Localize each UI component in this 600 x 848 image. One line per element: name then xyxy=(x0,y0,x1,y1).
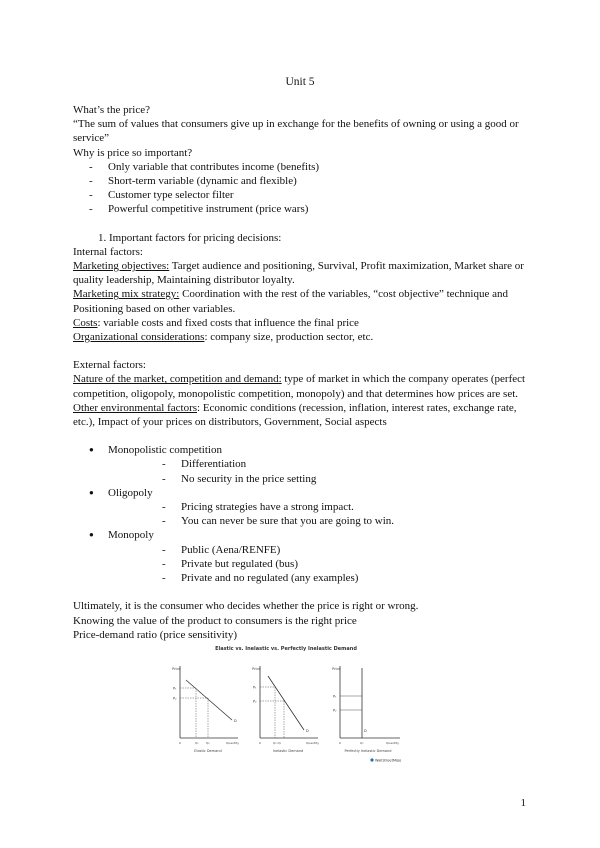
factor-text: type of market in which the company operates (perfect competition, oligopoly, monopolistic competition, monopoly) and that determines how prices are set. xyxy=(73,373,526,400)
market-type-name: Monopolistic competition xyxy=(108,444,222,457)
x-axis-label: Quantity xyxy=(226,741,239,745)
market-type xyxy=(89,486,533,529)
curve-label: D xyxy=(234,719,237,723)
x-axis-label: Quantity xyxy=(386,741,399,745)
factor-text: Coordination with the rest of the variables, “cost objective” technique and Positioning based on other variables. xyxy=(73,288,508,315)
q2-label: Q₂ xyxy=(206,741,210,745)
origin-label: 0 xyxy=(259,741,261,745)
x-axis-label: Quantity xyxy=(306,741,319,745)
curve-label: D xyxy=(306,729,309,733)
market-type-details xyxy=(108,543,533,586)
market-type-details xyxy=(108,500,533,528)
page-number: 1 xyxy=(520,797,526,809)
list-item: - Customer type selector filter xyxy=(89,188,533,202)
q-labels: Q₁ Q₂ xyxy=(273,741,282,745)
demand-curve xyxy=(186,680,232,720)
page-title: Unit 5 xyxy=(285,76,315,88)
internal-factor xyxy=(73,259,533,287)
closing-line: Ultimately, it is the consumer who decides whether the price is right or wrong. xyxy=(73,600,419,613)
origin-label: 0 xyxy=(179,741,181,745)
market-type-details xyxy=(108,457,533,485)
internal-factors-heading: Internal factors: xyxy=(73,245,143,258)
external-factor xyxy=(73,372,533,400)
factor-text: Target audience and positioning, Survival, Profit maximization, Market share or quality leadership, Maintaining distributor loyalty. xyxy=(73,260,524,287)
list-item: - You can never be sure that you are going to win. xyxy=(162,514,533,528)
y-axis-label: Price xyxy=(332,667,341,671)
figure-credit xyxy=(370,758,401,762)
q1-label: Q₁ xyxy=(195,741,199,745)
market-type-name: Monopoly xyxy=(108,529,154,542)
factor-label: Costs xyxy=(73,316,98,329)
market-types-list xyxy=(73,443,533,585)
market-type xyxy=(89,443,533,486)
q1-label: Q₁ xyxy=(360,741,364,745)
demand-curve xyxy=(268,676,304,730)
list-item: - Short-term variable (dynamic and flexible) xyxy=(89,174,533,188)
closing-line: Price-demand ratio (price sensitivity) xyxy=(73,628,238,641)
p2-label: P₂ xyxy=(173,696,177,701)
importance-list xyxy=(73,160,533,217)
internal-factor xyxy=(73,316,533,330)
panel-caption: Perfectly Inelastic Demand xyxy=(344,749,392,753)
origin-label: 0 xyxy=(339,741,341,745)
factor-text: : variable costs and fixed costs that influence the final price xyxy=(97,316,359,329)
question-importance: Why is price so important? xyxy=(73,146,193,159)
factor-label: Other environmental factors xyxy=(73,401,198,414)
factor-label: Marketing mix strategy: xyxy=(73,288,180,301)
price-definition: “The sum of values that consumers give up in exchange for the benefits of owning or using a good or service” xyxy=(73,118,519,145)
section-heading: 1. Important factors for pricing decisions: xyxy=(109,231,533,245)
factor-label: Marketing objectives: xyxy=(73,260,170,273)
factor-text: : company size, production sector, etc. xyxy=(204,331,374,344)
closing-line: Knowing the value of the product to consumers is the right price xyxy=(73,614,357,627)
p2-label: P₂ xyxy=(333,708,337,713)
demand-elasticity-figure xyxy=(168,640,404,768)
inelastic-demand-panel xyxy=(252,666,319,753)
p2-label: P₂ xyxy=(253,699,257,704)
factor-label: Organizational considerations xyxy=(73,331,205,344)
figure-title: Elastic vs. Inelastic vs. Perfectly Inelastic Demand xyxy=(215,646,357,652)
document-body xyxy=(73,103,533,642)
y-axis-label: Price xyxy=(172,667,181,671)
market-type-name: Oligopoly xyxy=(108,486,153,499)
list-item: - Differentiation xyxy=(162,457,533,471)
list-item: - Private but regulated (bus) xyxy=(162,557,533,571)
market-type xyxy=(89,528,533,585)
list-item: - Public (Aena/RENFE) xyxy=(162,543,533,557)
external-factor xyxy=(73,401,533,429)
brand-icon xyxy=(370,758,373,761)
panel-caption: Elastic Demand xyxy=(194,749,222,753)
panel-caption: Inelastic Demand xyxy=(272,749,304,753)
perfectly-inelastic-demand-panel xyxy=(332,666,400,753)
numbered-section xyxy=(73,231,533,245)
credit-text: WallStreetMojo xyxy=(375,758,402,763)
list-item: - Powerful competitive instrument (price wars) xyxy=(89,202,533,216)
list-item: - No security in the price setting xyxy=(162,472,533,486)
list-item: - Pricing strategies have a strong impact. xyxy=(162,500,533,514)
curve-label: D xyxy=(364,729,367,733)
question-price: What’s the price? xyxy=(73,104,150,116)
p1-label: P₁ xyxy=(253,685,257,690)
list-item: - Only variable that contributes income (benefits) xyxy=(89,160,533,174)
elastic-demand-panel xyxy=(172,666,239,753)
list-item: - Private and no regulated (any examples) xyxy=(162,571,533,585)
p1-label: P₁ xyxy=(333,694,337,699)
p1-label: P₁ xyxy=(173,686,177,691)
y-axis-label: Price xyxy=(252,667,261,671)
factor-label: Nature of the market, competition and demand: xyxy=(73,373,282,386)
internal-factor xyxy=(73,287,533,315)
internal-factor xyxy=(73,330,533,344)
factor-text: : Economic conditions (recession, inflation, interest rates, exchange rate, etc.), Impact of your prices on distributors, Government, Social aspects xyxy=(73,401,517,429)
external-factors-heading: External factors: xyxy=(73,359,146,372)
